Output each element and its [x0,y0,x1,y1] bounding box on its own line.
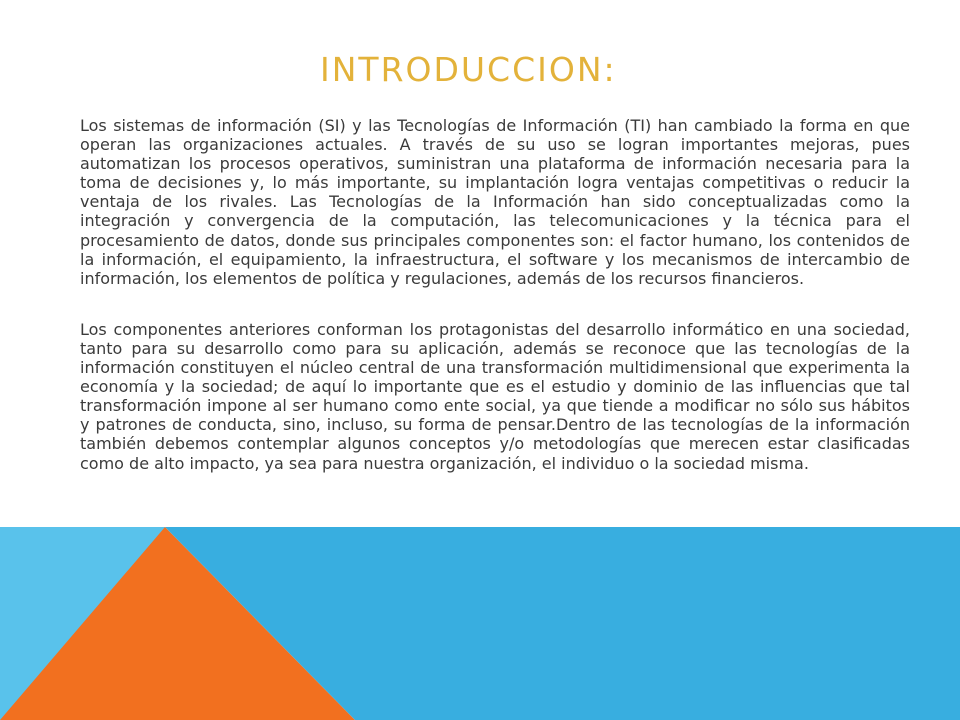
paragraph-1: Los sistemas de información (SI) y las Tecnologías de Información (TI) han cambiado la forma en que operan las organizaciones actuales. A través de su uso se logran importantes mejoras, pues automatizan los procesos operativos, suministran una plataforma de información necesaria para la toma de decisiones y, lo más importante, su implantación logra ventajas competitivas o reducir la ventaja de los rivales. Las Tecnologías de la Información han sido conceptualizadas como la integración y convergencia de la computación, las telecomunicaciones y la técnica para el procesamiento de datos, donde sus principales componentes son: el factor humano, los contenidos de la información, el equipamiento, la infraestructura, el software y los mecanismos de intercambio de información, los elementos de política y regulaciones, además de los recursos financieros. [80,116,910,288]
slide-title: INTRODUCCION: [320,50,617,89]
slide-body [80,116,910,473]
paragraph-2: Los componentes anteriores conforman los protagonistas del desarrollo informático en una sociedad, tanto para su desarrollo como para su aplicación, además se reconoce que las tecnologías de la información constituyen el núcleo central de una transformación multidimensional que experimenta la economía y la sociedad; de aquí lo importante que es el estudio y dominio de las influencias que tal transformación impone al ser humano como ente social, ya que tiende a modificar no sólo sus hábitos y patrones de conducta, sino, incluso, su forma de pensar.Dentro de las tecnologías de la información también debemos contemplar algunos conceptos y/o metodologías que merecen estar clasificadas como de alto impacto, ya sea para nuestra organización, el individuo o la sociedad misma. [80,319,910,473]
